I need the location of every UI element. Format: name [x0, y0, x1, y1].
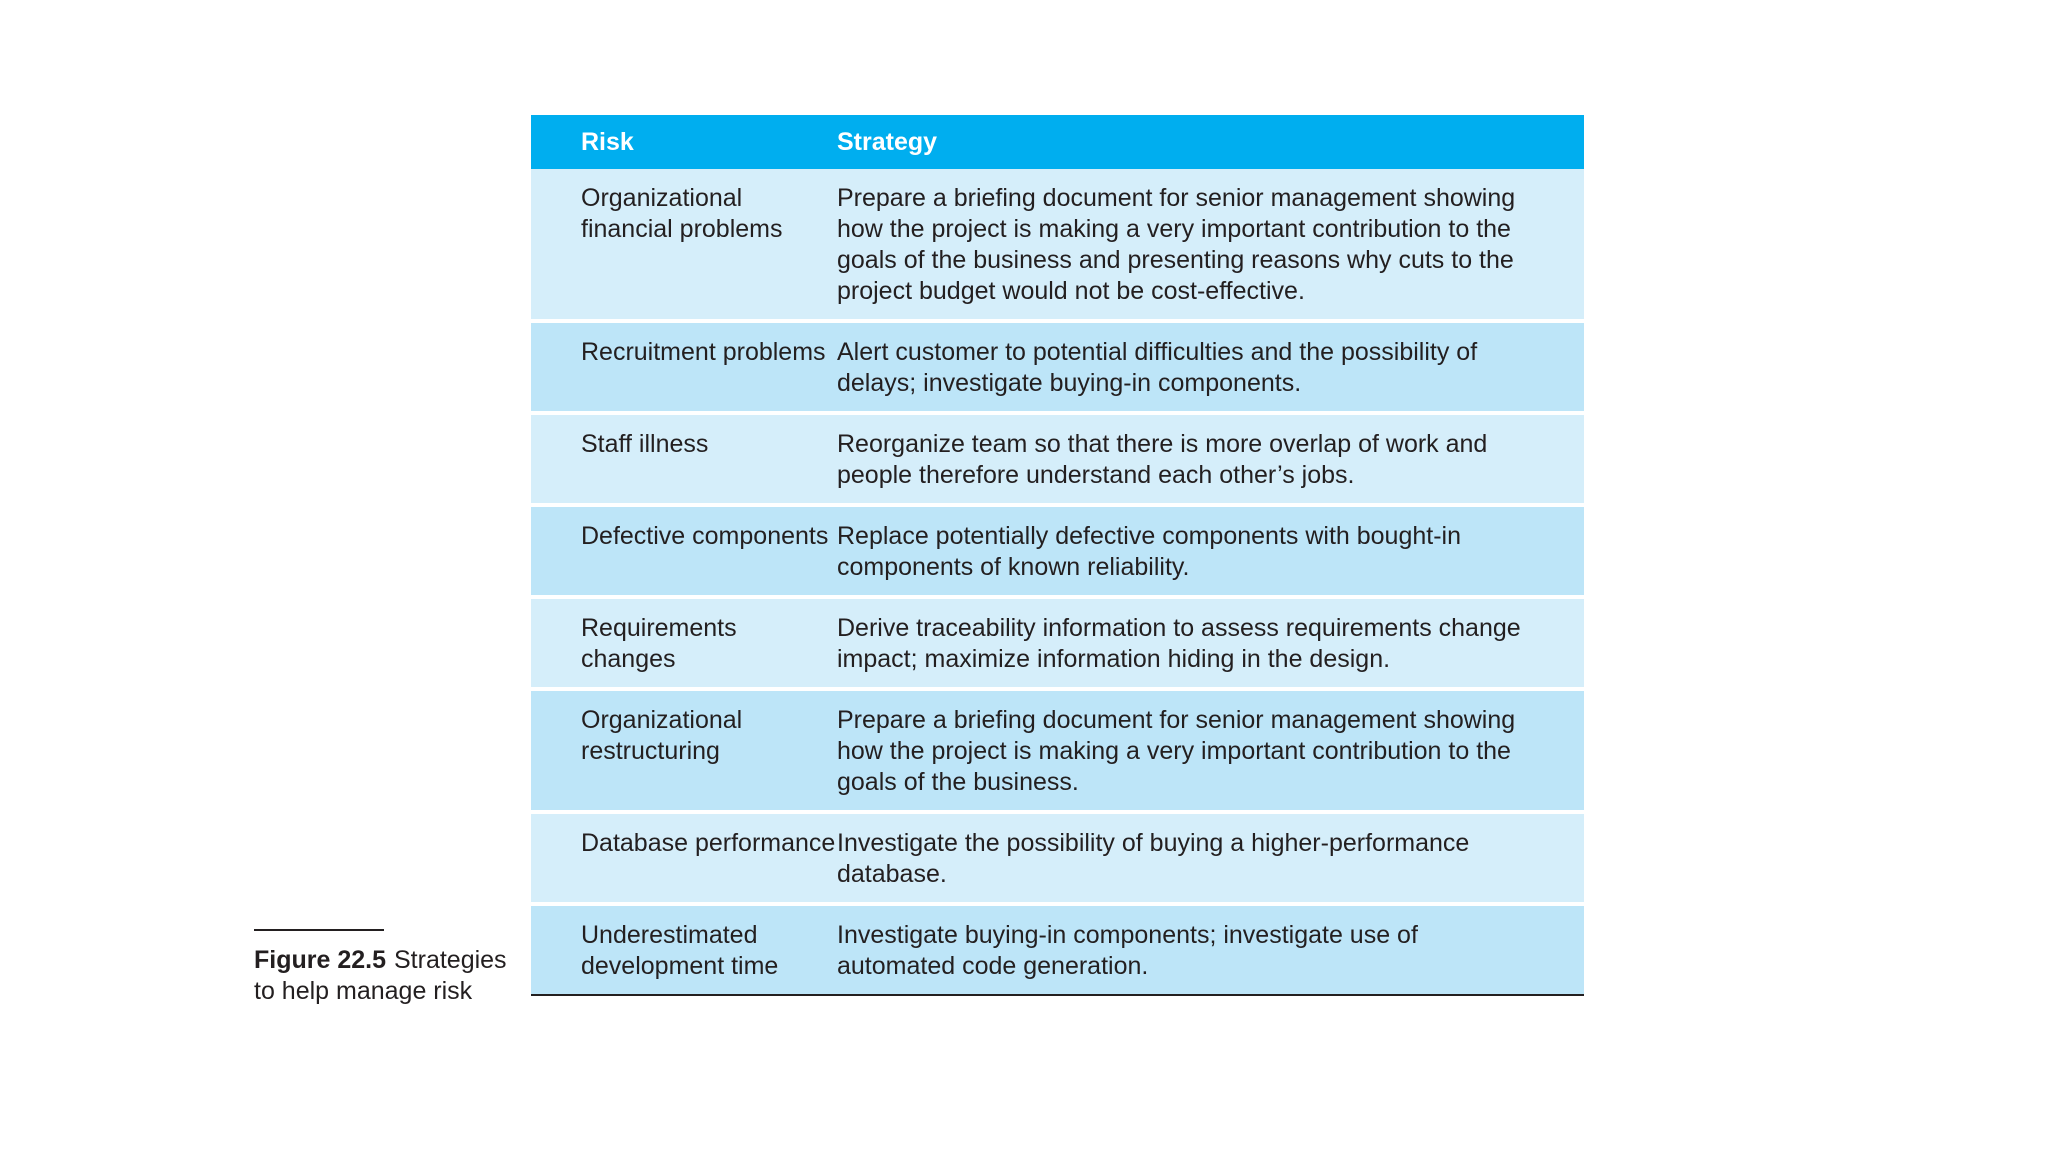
risk-cell: Organizational financial problems [531, 169, 837, 321]
table-header-row [531, 115, 1584, 169]
strategy-column-header: Strategy [837, 115, 1584, 169]
table-row [531, 169, 1584, 321]
strategy-cell: Derive traceability information to assess requirements change impact; maximize information hiding in the design. [837, 597, 1584, 689]
risk-cell: Organizational restructuring [531, 689, 837, 812]
risk-strategy-table [531, 115, 1584, 996]
strategy-cell: Investigate buying-in components; investigate use of automated code generation. [837, 904, 1584, 995]
figure-number: Figure 22.5 [254, 946, 386, 974]
strategy-cell: Replace potentially defective components with bought-in components of known reliability. [837, 505, 1584, 597]
strategy-cell: Investigate the possibility of buying a higher-performance database. [837, 812, 1584, 904]
risk-cell: Defective components [531, 505, 837, 597]
risk-cell: Recruitment problems [531, 321, 837, 413]
strategy-cell: Reorganize team so that there is more overlap of work and people therefore understand each other’s jobs. [837, 413, 1584, 505]
table-row [531, 413, 1584, 505]
table-row [531, 689, 1584, 812]
strategy-cell: Prepare a briefing document for senior management showing how the project is making a very important contribution to the goals of the business. [837, 689, 1584, 812]
risk-cell: Database performance [531, 812, 837, 904]
table-row [531, 597, 1584, 689]
strategy-cell: Prepare a briefing document for senior management showing how the project is making a very important contribution to the goals of the business and presenting reasons why cuts to the project budget would not be cost-effective. [837, 169, 1584, 321]
risk-cell: Requirements changes [531, 597, 837, 689]
table-row [531, 505, 1584, 597]
risk-cell: Underestimated development time [531, 904, 837, 995]
table-row [531, 321, 1584, 413]
table-row [531, 904, 1584, 995]
figure-caption-text: Strategies to help manage risk [254, 946, 507, 1005]
risk-column-header: Risk [531, 115, 837, 169]
risk-cell: Staff illness [531, 413, 837, 505]
strategy-cell: Alert customer to potential difficulties and the possibility of delays; investigate buying-in components. [837, 321, 1584, 413]
table-row [531, 812, 1584, 904]
figure-caption [254, 945, 524, 1007]
caption-divider [254, 929, 384, 931]
